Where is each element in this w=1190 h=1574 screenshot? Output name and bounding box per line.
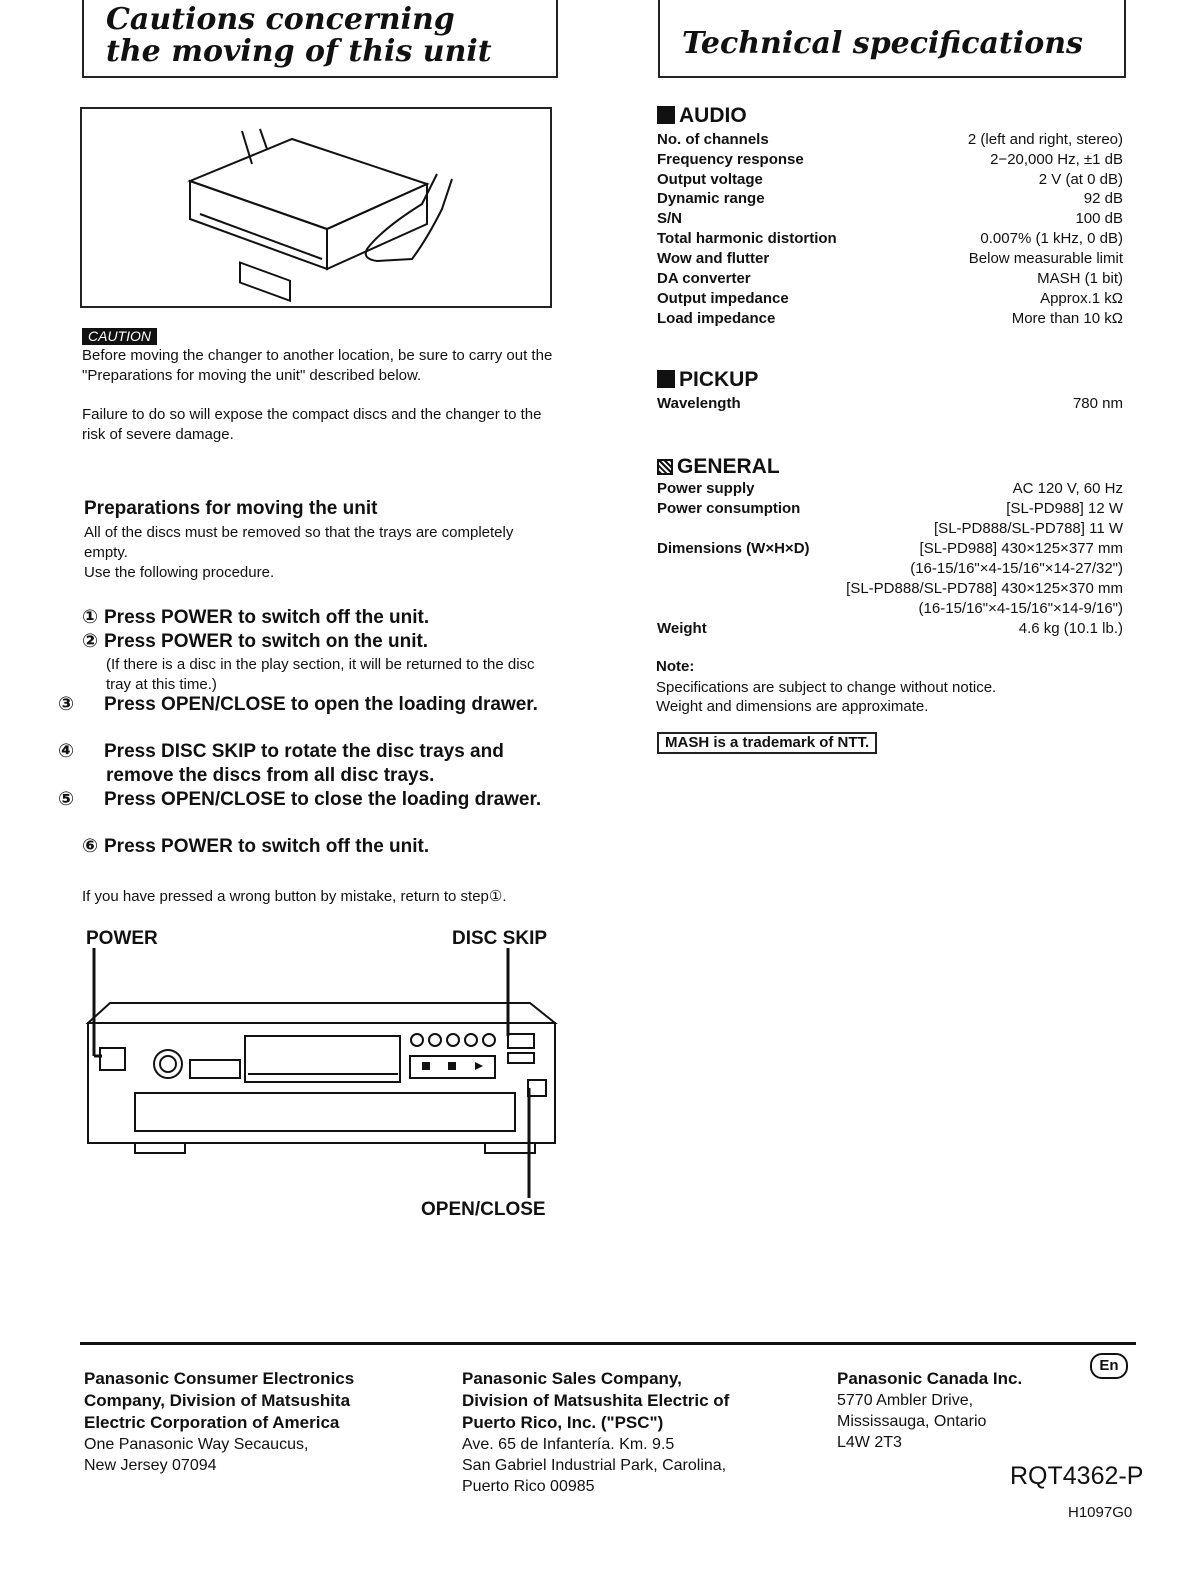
- spec-key: Power supply: [657, 480, 755, 497]
- left-header-line2: the moving of this unit: [106, 34, 492, 69]
- step-2-num: ②: [82, 631, 99, 652]
- footer-usa-b2: Company, Division of Matsushita: [84, 1391, 351, 1410]
- step-4-text: Press DISC SKIP to rotate the disc trays and remove the discs from all disc trays.: [104, 741, 504, 786]
- step-3-text: Press OPEN/CLOSE to open the loading drawer.: [104, 694, 538, 715]
- spec-value: [SL-PD988] 430×125×377 mm: [919, 540, 1123, 557]
- pickup-square-icon: [657, 370, 675, 388]
- spec-value: (16-15/16"×4-15/16"×14-27/32"): [910, 560, 1123, 577]
- spec-row-power-consumption: [657, 499, 1123, 519]
- spec-value: [SL-PD888/SL-PD788] 430×125×370 mm: [846, 580, 1123, 597]
- spec-row-channels: [657, 130, 1123, 150]
- footer-rule: [80, 1342, 1136, 1345]
- footer-pr-b3: Puerto Rico, Inc. ("PSC"): [462, 1413, 664, 1432]
- spec-key: No. of channels: [657, 131, 769, 148]
- general-heading: [657, 455, 780, 479]
- carry-illustration: [80, 107, 552, 308]
- spec-value: More than 10 kΩ: [1011, 310, 1123, 327]
- step-1-num: ①: [82, 607, 99, 628]
- spec-row-sn: [657, 209, 1123, 229]
- step-5: [58, 788, 552, 812]
- spec-key: Output impedance: [657, 290, 789, 307]
- spec-row-dimensions-3: [657, 579, 1123, 599]
- step-2: [82, 630, 552, 654]
- footer-usa-b1: Panasonic Consumer Electronics: [84, 1369, 355, 1388]
- spec-key: Output voltage: [657, 171, 763, 188]
- spec-key: DA converter: [657, 270, 751, 287]
- step-2-note: (If there is a disc in the play section, it will be returned to the disc tray at this time.): [106, 656, 535, 693]
- spec-row-dimensions-4: [657, 599, 1123, 619]
- label-power: POWER: [86, 928, 158, 949]
- left-header-line1: Cautions concerning: [106, 2, 455, 37]
- spec-key: Load impedance: [657, 310, 776, 327]
- spec-value: 4.6 kg (10.1 lb.): [1018, 620, 1123, 637]
- spec-row-dynamic-range: [657, 189, 1123, 209]
- footer-usa-b3: Electric Corporation of America: [84, 1413, 340, 1432]
- language-badge-text: En: [1099, 1357, 1119, 1374]
- spec-key: Frequency response: [657, 151, 804, 168]
- wrong-button-text: If you have pressed a wrong button by mistake, return to step①.: [82, 888, 507, 905]
- step-5-num: ⑤: [58, 789, 75, 810]
- footer-ca-l3: L4W 2T3: [837, 1434, 902, 1451]
- failure-text: Failure to do so will expose the compact discs and the changer to the risk of severe damage.: [82, 406, 542, 443]
- footer-pr-l1: Ave. 65 de Infantería. Km. 9.5: [462, 1436, 675, 1453]
- note-title: Note:: [656, 658, 695, 675]
- spec-key: Power consumption: [657, 500, 801, 517]
- spec-value: [SL-PD988] 12 W: [1006, 500, 1123, 517]
- footer-col-usa: [84, 1368, 354, 1476]
- spec-row-power-supply: [657, 479, 1123, 499]
- pickup-heading: [657, 368, 758, 392]
- spec-value: (16-15/16"×4-15/16"×14-9/16"): [918, 600, 1123, 617]
- spec-value: AC 120 V, 60 Hz: [1012, 480, 1123, 497]
- footer-pr-l3: Puerto Rico 00985: [462, 1478, 595, 1495]
- step-3: [58, 693, 552, 717]
- general-title: GENERAL: [677, 455, 780, 478]
- spec-value: 780 nm: [1072, 395, 1123, 412]
- spec-row-output-voltage: [657, 170, 1123, 190]
- spec-key: Dimensions (W×H×D): [657, 540, 810, 557]
- print-code: H1097G0: [1068, 1504, 1133, 1521]
- right-header-title: Technical specifications: [682, 26, 1083, 61]
- prep-text1: All of the discs must be removed so that the trays are completely empty.: [84, 524, 514, 561]
- footer-pr-l2: San Gabriel Industrial Park, Carolina,: [462, 1457, 727, 1474]
- prep-text2: Use the following procedure.: [84, 564, 275, 581]
- audio-square-icon: [657, 106, 675, 124]
- footer-col-pr: [462, 1368, 729, 1497]
- trademark-box: MASH is a trademark of NTT.: [657, 732, 877, 754]
- note-line1: Specifications are subject to change without notice.: [656, 679, 997, 696]
- step-2-text: Press POWER to switch on the unit.: [104, 631, 429, 652]
- step-3-num: ③: [58, 694, 75, 715]
- label-open-close: OPEN/CLOSE: [421, 1199, 546, 1220]
- prep-title: Preparations for moving the unit: [84, 498, 378, 519]
- spec-value: 100 dB: [1075, 210, 1123, 227]
- spec-value: Below measurable limit: [968, 250, 1123, 267]
- caution-text: Before moving the changer to another location, be sure to carry out the "Preparations for moving the unit" described below.: [82, 347, 553, 384]
- spec-key: Total harmonic distortion: [657, 230, 837, 247]
- spec-value: 92 dB: [1083, 190, 1123, 207]
- step-1: [82, 606, 552, 630]
- step-4-num: ④: [58, 741, 75, 762]
- spec-value: MASH (1 bit): [1037, 270, 1123, 287]
- label-disc-skip: DISC SKIP: [452, 928, 548, 949]
- spec-value: 2 V (at 0 dB): [1038, 171, 1123, 188]
- audio-title: AUDIO: [679, 104, 747, 127]
- spec-key: Wavelength: [657, 395, 741, 412]
- spec-row-output-impedance: [657, 289, 1123, 309]
- spec-row-thd: [657, 229, 1123, 249]
- step-5-text: Press OPEN/CLOSE to close the loading drawer.: [104, 789, 542, 810]
- spec-value: [SL-PD888/SL-PD788] 11 W: [934, 520, 1123, 537]
- caution-badge: [82, 328, 157, 345]
- spec-value: 2 (left and right, stereo): [967, 131, 1123, 148]
- spec-row-frequency: [657, 150, 1123, 170]
- footer-ca-l1: 5770 Ambler Drive,: [837, 1392, 974, 1409]
- spec-value: 2−20,000 Hz, ±1 dB: [990, 151, 1123, 168]
- footer-pr-b2: Division of Matsushita Electric of: [462, 1391, 730, 1410]
- footer-ca-l2: Mississauga, Ontario: [837, 1413, 987, 1430]
- note-line2: Weight and dimensions are approximate.: [656, 698, 929, 715]
- footer-pr-b1: Panasonic Sales Company,: [462, 1369, 682, 1388]
- footer-usa-l2: New Jersey 07094: [84, 1457, 217, 1474]
- language-badge: [1090, 1353, 1128, 1379]
- spec-key: S/N: [657, 210, 683, 227]
- caution-badge-text: CAUTION: [88, 328, 151, 344]
- spec-value: Approx.1 kΩ: [1040, 290, 1123, 307]
- spec-key: Wow and flutter: [657, 250, 770, 267]
- step-4: [58, 740, 552, 788]
- step-6: [82, 835, 552, 859]
- general-square-icon: [657, 459, 673, 475]
- spec-row-power-consumption-2: [657, 519, 1123, 539]
- spec-row-load-impedance: [657, 309, 1123, 329]
- audio-heading: [657, 104, 747, 128]
- doc-code: RQT4362-P: [1010, 1462, 1144, 1490]
- footer-col-canada: [837, 1368, 1022, 1453]
- spec-row-dimensions-2: [657, 559, 1123, 579]
- spec-key: Weight: [657, 620, 707, 637]
- step-6-text: Press POWER to switch off the unit.: [104, 836, 430, 857]
- footer-ca-b1: Panasonic Canada Inc.: [837, 1369, 1023, 1388]
- spec-row-wavelength: [657, 394, 1123, 414]
- spec-value: 0.007% (1 kHz, 0 dB): [980, 230, 1123, 247]
- footer-usa-l1: One Panasonic Way Secaucus,: [84, 1436, 309, 1453]
- step-1-text: Press POWER to switch off the unit.: [104, 607, 430, 628]
- spec-row-wow: [657, 249, 1123, 269]
- spec-row-da: [657, 269, 1123, 289]
- spec-row-dimensions: [657, 539, 1123, 559]
- pickup-title: PICKUP: [679, 368, 759, 391]
- spec-key: Dynamic range: [657, 190, 765, 207]
- front-panel-diagram: [80, 948, 560, 1198]
- spec-row-weight: [657, 619, 1123, 639]
- step-6-num: ⑥: [82, 836, 99, 857]
